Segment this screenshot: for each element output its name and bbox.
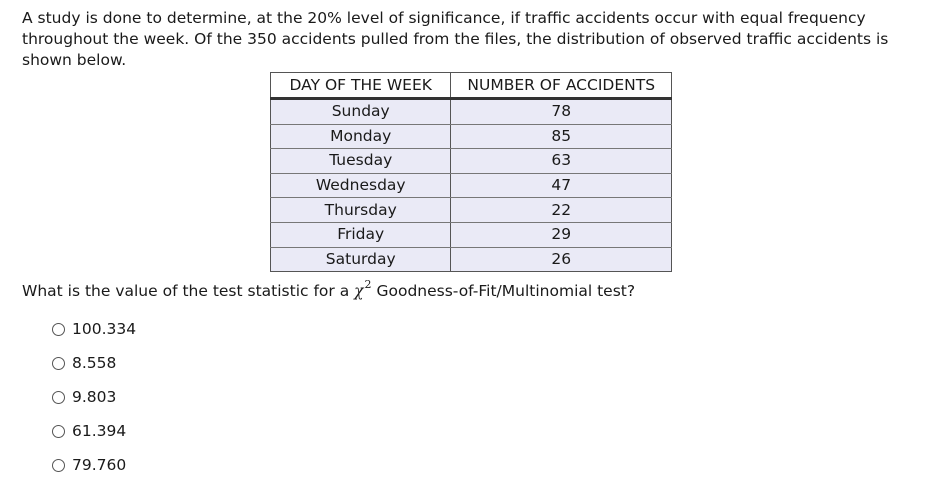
table-row bbox=[271, 149, 672, 174]
radio-button-icon[interactable] bbox=[52, 459, 65, 472]
day-cell: Friday bbox=[271, 222, 451, 247]
day-cell: Saturday bbox=[271, 247, 451, 272]
chi-letter: χ bbox=[354, 282, 364, 301]
radio-button-icon[interactable] bbox=[52, 323, 65, 336]
day-cell: Thursday bbox=[271, 198, 451, 223]
day-cell: Tuesday bbox=[271, 149, 451, 174]
answer-option[interactable] bbox=[52, 380, 136, 414]
table-row bbox=[271, 99, 672, 125]
table-row bbox=[271, 198, 672, 223]
accidents-table bbox=[270, 72, 672, 272]
day-cell: Wednesday bbox=[271, 173, 451, 198]
chi-square-symbol bbox=[354, 276, 371, 302]
answer-option-label[interactable]: 9.803 bbox=[72, 388, 117, 406]
radio-button-icon[interactable] bbox=[52, 425, 65, 438]
answer-option-label[interactable]: 61.394 bbox=[72, 422, 127, 440]
question-text-after: Goodness-of-Fit/Multinomial test? bbox=[376, 282, 636, 301]
answer-option[interactable] bbox=[52, 312, 136, 346]
table-row bbox=[271, 247, 672, 272]
answer-option-label[interactable]: 100.334 bbox=[72, 320, 137, 338]
count-cell: 78 bbox=[451, 99, 672, 125]
answer-option-label[interactable]: 8.558 bbox=[72, 354, 117, 372]
day-cell: Sunday bbox=[271, 99, 451, 125]
radio-button-icon[interactable] bbox=[52, 391, 65, 404]
table-row bbox=[271, 124, 672, 149]
count-cell: 29 bbox=[451, 222, 672, 247]
answer-options bbox=[52, 312, 136, 482]
answer-option[interactable] bbox=[52, 448, 136, 482]
column-header-day: DAY OF THE WEEK bbox=[271, 73, 451, 99]
table-row bbox=[271, 173, 672, 198]
count-cell: 26 bbox=[451, 247, 672, 272]
answer-option[interactable] bbox=[52, 414, 136, 448]
answer-option-label[interactable]: 79.760 bbox=[72, 456, 127, 474]
chi-exponent: 2 bbox=[364, 278, 372, 291]
count-cell: 85 bbox=[451, 124, 672, 149]
count-cell: 22 bbox=[451, 198, 672, 223]
answer-option[interactable] bbox=[52, 346, 136, 380]
count-cell: 47 bbox=[451, 173, 672, 198]
column-header-accidents: NUMBER OF ACCIDENTS bbox=[451, 73, 672, 99]
table-header-row bbox=[271, 73, 672, 99]
question-text-before: What is the value of the test statistic for a bbox=[22, 282, 350, 301]
question-text bbox=[22, 276, 635, 302]
count-cell: 63 bbox=[451, 149, 672, 174]
table-row bbox=[271, 222, 672, 247]
day-cell: Monday bbox=[271, 124, 451, 149]
radio-button-icon[interactable] bbox=[52, 357, 65, 370]
problem-statement: A study is done to determine, at the 20% level of significance, if traffic accidents occur with equal frequency throughout the week. Of the 350 accidents pulled from the files, the distribution of observed traffic accidents is shown below. bbox=[22, 9, 889, 69]
